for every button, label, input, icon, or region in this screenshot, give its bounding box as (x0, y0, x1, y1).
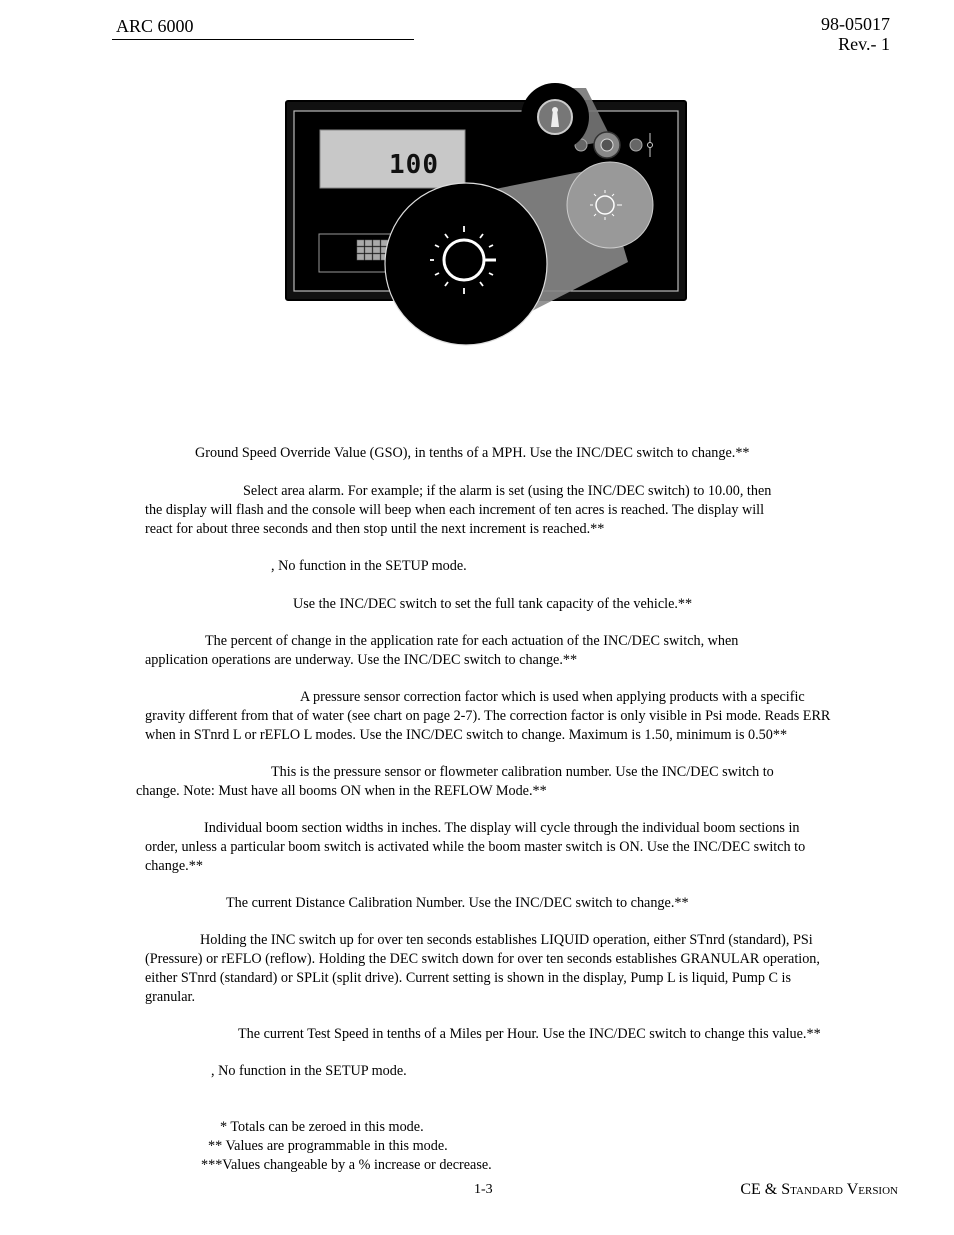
paragraph-boom-widths: Individual boom section widths in inches. The display will cycle through the individual boom sections in order, unless a particular boom switch is activated while the boom master switch is ON. Use the INC/DEC switch to change.** (145, 820, 806, 874)
paragraph-operation-mode: Holding the INC switch up for over ten seconds establishes LIQUID operation, either STnrd (standard), PSi (Pressure) or rEFLO (reflow). Holding the DEC switch down for over ten seconds establishes GRANULAR operation, either STnrd (standard) or SPLit (split drive). Current setting is shown in the display, Pump L is liquid, Pump C is granular. (145, 932, 820, 1005)
document-number: 98-05017 (821, 14, 890, 34)
paragraph-percent-change: The percent of change in the application rate for each actuation of the INC/DEC switch, when application operations are underway. Use the INC/DEC switch to change.** (145, 633, 739, 668)
document-revision: Rev.- 1 (838, 34, 890, 54)
lcd-value: 100 (389, 150, 439, 180)
version-label: CE & Standard Version (740, 1181, 898, 1198)
paragraph-area-alarm: Select area alarm. For example; if the alarm is set (using the INC/DEC switch) to 10.00, then the display will flash and the console will beep when each increment of ten acres is reached. The display will react for about three seconds and then stop until the next increment is reached.** (145, 483, 772, 537)
header-rule (112, 39, 414, 40)
paragraph-no-function-1: , No function in the SETUP mode. (271, 558, 467, 574)
paragraph-distance-calibration: The current Distance Calibration Number. Use the INC/DEC switch to change.** (226, 895, 689, 911)
paragraph-sensor-calibration: This is the pressure sensor or flowmeter calibration number. Use the INC/DEC switch to change. Note: Must have all booms ON when in the REFLOW Mode.** (136, 764, 774, 799)
page-number: 1-3 (474, 1182, 493, 1197)
console-illustration (284, 78, 688, 350)
paragraph-pressure-correction: A pressure sensor correction factor which is used when applying products with a specific gravity different from that of water (see chart on page 2-7). The correction factor is only visible in Psi mode. Reads ERR when in STnrd L or rEFLO L modes. Use the INC/DEC switch to change. Maximum is 1.50, minimum is 0.50** (145, 689, 831, 743)
paragraph-test-speed: The current Test Speed in tenths of a Miles per Hour. Use the INC/DEC switch to change this value.** (238, 1026, 821, 1042)
note-programmable: ** Values are programmable in this mode. (208, 1138, 448, 1154)
small-dial (567, 162, 653, 248)
paragraph-no-function-2: , No function in the SETUP mode. (211, 1063, 407, 1079)
document-title: ARC 6000 (116, 16, 194, 36)
document-id (821, 14, 890, 54)
paragraph-gso: Ground Speed Override Value (GSO), in tenths of a MPH. Use the INC/DEC switch to change.** (195, 445, 750, 461)
note-percent-change: ***Values changeable by a % increase or decrease. (201, 1157, 492, 1173)
paragraph-tank-capacity: Use the INC/DEC switch to set the full tank capacity of the vehicle.** (293, 596, 693, 612)
note-totals-zeroed: * Totals can be zeroed in this mode. (220, 1119, 424, 1135)
small-switch-right (630, 139, 642, 151)
